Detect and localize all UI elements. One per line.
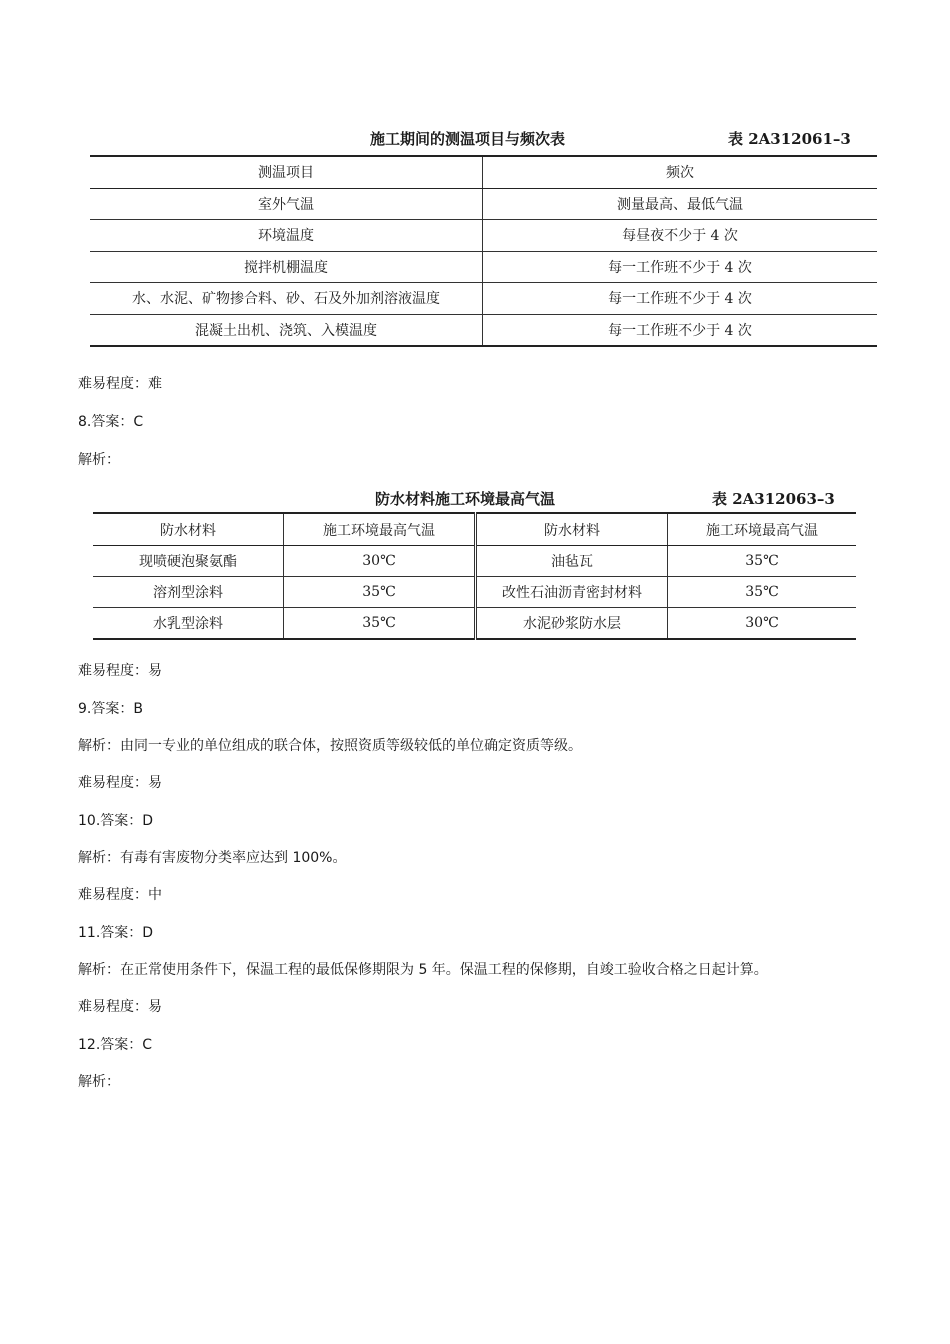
- analysis-line: 解析：: [78, 1074, 120, 1090]
- table-cell: 35℃: [668, 577, 857, 608]
- table-cell: 35℃: [668, 546, 857, 577]
- table-cell: 水乳型涂料: [93, 608, 284, 640]
- analysis-line: 解析：由同一专业的单位组成的联合体，按照资质等级较低的单位确定资质等级。: [78, 738, 582, 754]
- table-cell: 每一工作班不少于 4 次: [483, 251, 878, 283]
- difficulty-line: 难易程度：易: [78, 999, 162, 1015]
- table-cell: 每一工作班不少于 4 次: [608, 322, 752, 339]
- table-cell: 30℃: [284, 546, 476, 577]
- table2-title: 防水材料施工环境最高气温: [375, 490, 556, 508]
- header-cell: 施工环境最高气温: [284, 513, 476, 546]
- table2-number: 表 2A312063–3: [712, 490, 835, 508]
- answer-line: 12.答案：C: [78, 1037, 153, 1053]
- table-row: [93, 546, 856, 577]
- header-cell: 测温项目: [90, 156, 483, 188]
- table-row: [90, 314, 877, 346]
- table-cell: 每一工作班不少于 4 次: [483, 283, 878, 315]
- temperature-measurement-table: [90, 155, 877, 347]
- table-row: [93, 608, 856, 640]
- table-cell: 35℃: [284, 608, 476, 640]
- difficulty-line: 难易程度：难: [78, 376, 162, 392]
- answer-line: 8.答案：C: [78, 414, 144, 430]
- table-cell: 30℃: [745, 615, 779, 631]
- answer-line: 11.答案：D: [78, 925, 154, 941]
- table-header-row: [93, 513, 856, 546]
- table1-title: 施工期间的测温项目与频次表: [370, 130, 566, 148]
- table-cell: 35℃: [284, 577, 476, 608]
- waterproof-material-table: [93, 512, 856, 640]
- table-row: [90, 188, 877, 220]
- answer-line: 9.答案：B: [78, 701, 143, 717]
- analysis-line: 解析：有毒有害废物分类率应达到 100%。: [78, 850, 347, 866]
- header-cell: 频次: [483, 156, 878, 188]
- analysis-line: 解析：: [78, 452, 120, 468]
- table-cell: 室外气温: [90, 188, 483, 220]
- header-cell: 防水材料: [93, 513, 284, 546]
- table-cell: 油毡瓦: [476, 546, 668, 577]
- difficulty-line: 难易程度：中: [78, 887, 162, 903]
- table-cell: 水泥砂浆防水层: [476, 608, 668, 640]
- table-row: [93, 577, 856, 608]
- header-cell: 防水材料: [476, 513, 668, 546]
- table-cell: 改性石油沥青密封材料: [476, 577, 668, 608]
- table1-number: 表 2A312061–3: [728, 130, 851, 148]
- table-cell: 混凝土出机、浇筑、入模温度: [90, 314, 483, 346]
- table-cell: 测量最高、最低气温: [483, 188, 878, 220]
- header-cell: 施工环境最高气温: [668, 513, 857, 546]
- table-header-row: [90, 156, 877, 188]
- analysis-line: 解析：在正常使用条件下，保温工程的最低保修期限为 5 年。保温工程的保修期，自竣工验收合格之日起计算。: [78, 962, 768, 978]
- table-row: [90, 283, 877, 315]
- answer-line: 10.答案：D: [78, 813, 154, 829]
- table-cell: 搅拌机棚温度: [90, 251, 483, 283]
- table-cell: 每昼夜不少于 4 次: [483, 220, 878, 252]
- table-row: [90, 251, 877, 283]
- table-cell: 溶剂型涂料: [93, 577, 284, 608]
- table-cell: 水、水泥、矿物掺合料、砂、石及外加剂溶液温度: [90, 283, 483, 315]
- difficulty-line: 难易程度：易: [78, 663, 162, 679]
- table-row: [90, 220, 877, 252]
- table-cell: 现喷硬泡聚氨酯: [93, 546, 284, 577]
- table-cell: 环境温度: [90, 220, 483, 252]
- difficulty-line: 难易程度：易: [78, 775, 162, 791]
